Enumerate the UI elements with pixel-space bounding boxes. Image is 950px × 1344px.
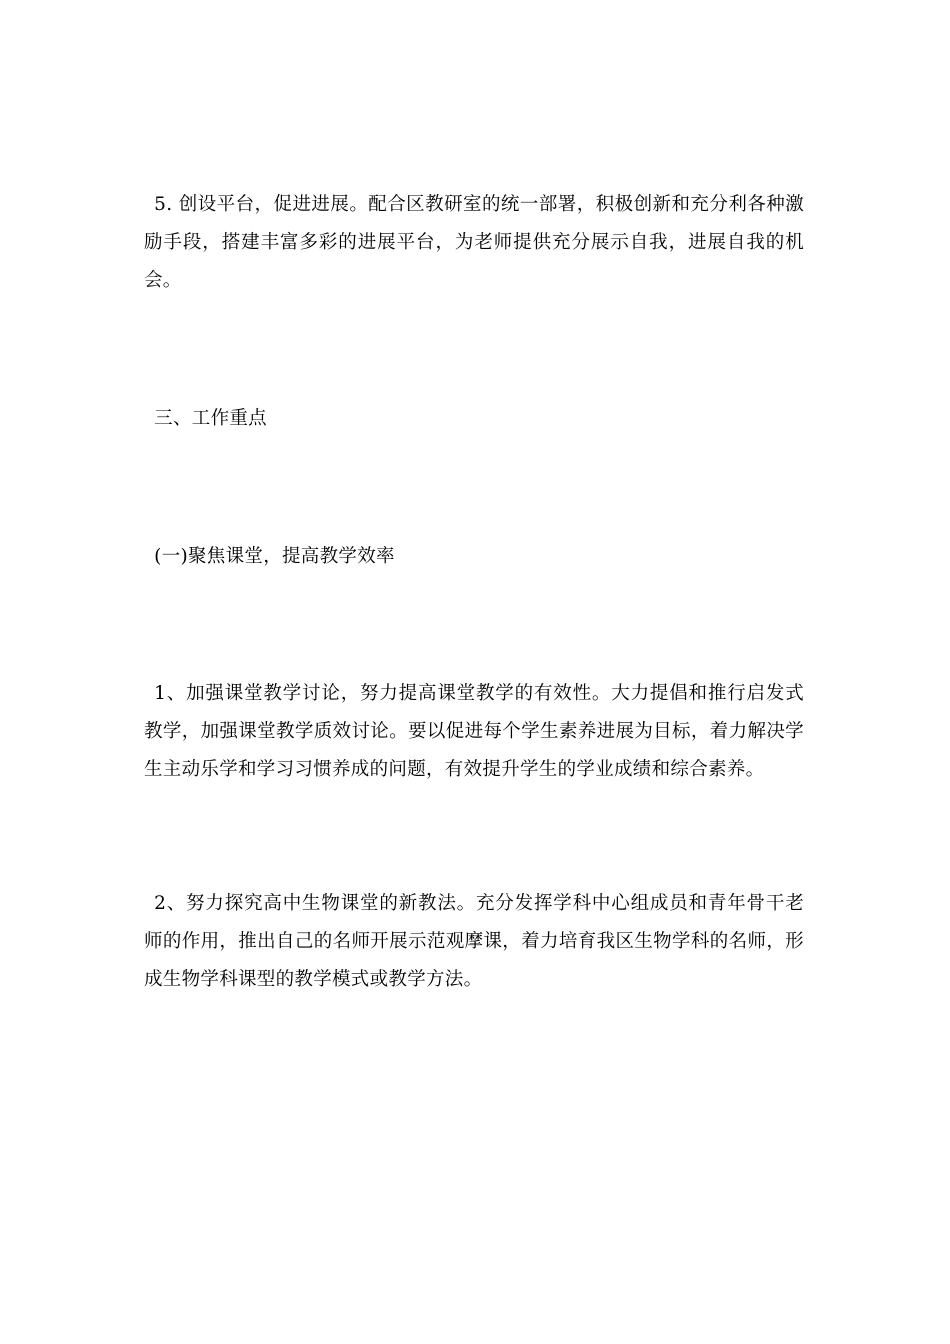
paragraph-1: 1、加强课堂教学讨论，努力提高课堂教学的有效性。大力提倡和推行启发式教学，加强课堂教学质效讨论。要以促进每个学生素养进展为目标，着力解决学生主动乐学和学习习惯养成的问题，有效提升学生的学业成绩和综合素养。	[144, 683, 804, 780]
paragraph-2: 2、努力探究高中生物课堂的新教法。充分发挥学科中心组成员和青年骨干老师的作用，推出自己的名师开展示范观摩课，着力培育我区生物学科的名师，形成生物学科课型的教学模式或教学方法。	[144, 893, 804, 990]
subsection-heading-classroom: (一)聚焦课堂，提高教学效率	[154, 546, 395, 567]
section-heading-work-focus: 三、工作重点	[154, 408, 267, 429]
paragraph-5: 5. 创设平台，促进进展。配合区教研室的统一部署，积极创新和充分利各种激励手段，搭建丰富多彩的进展平台，为老师提供充分展示自我，进展自我的机会。	[144, 194, 804, 291]
